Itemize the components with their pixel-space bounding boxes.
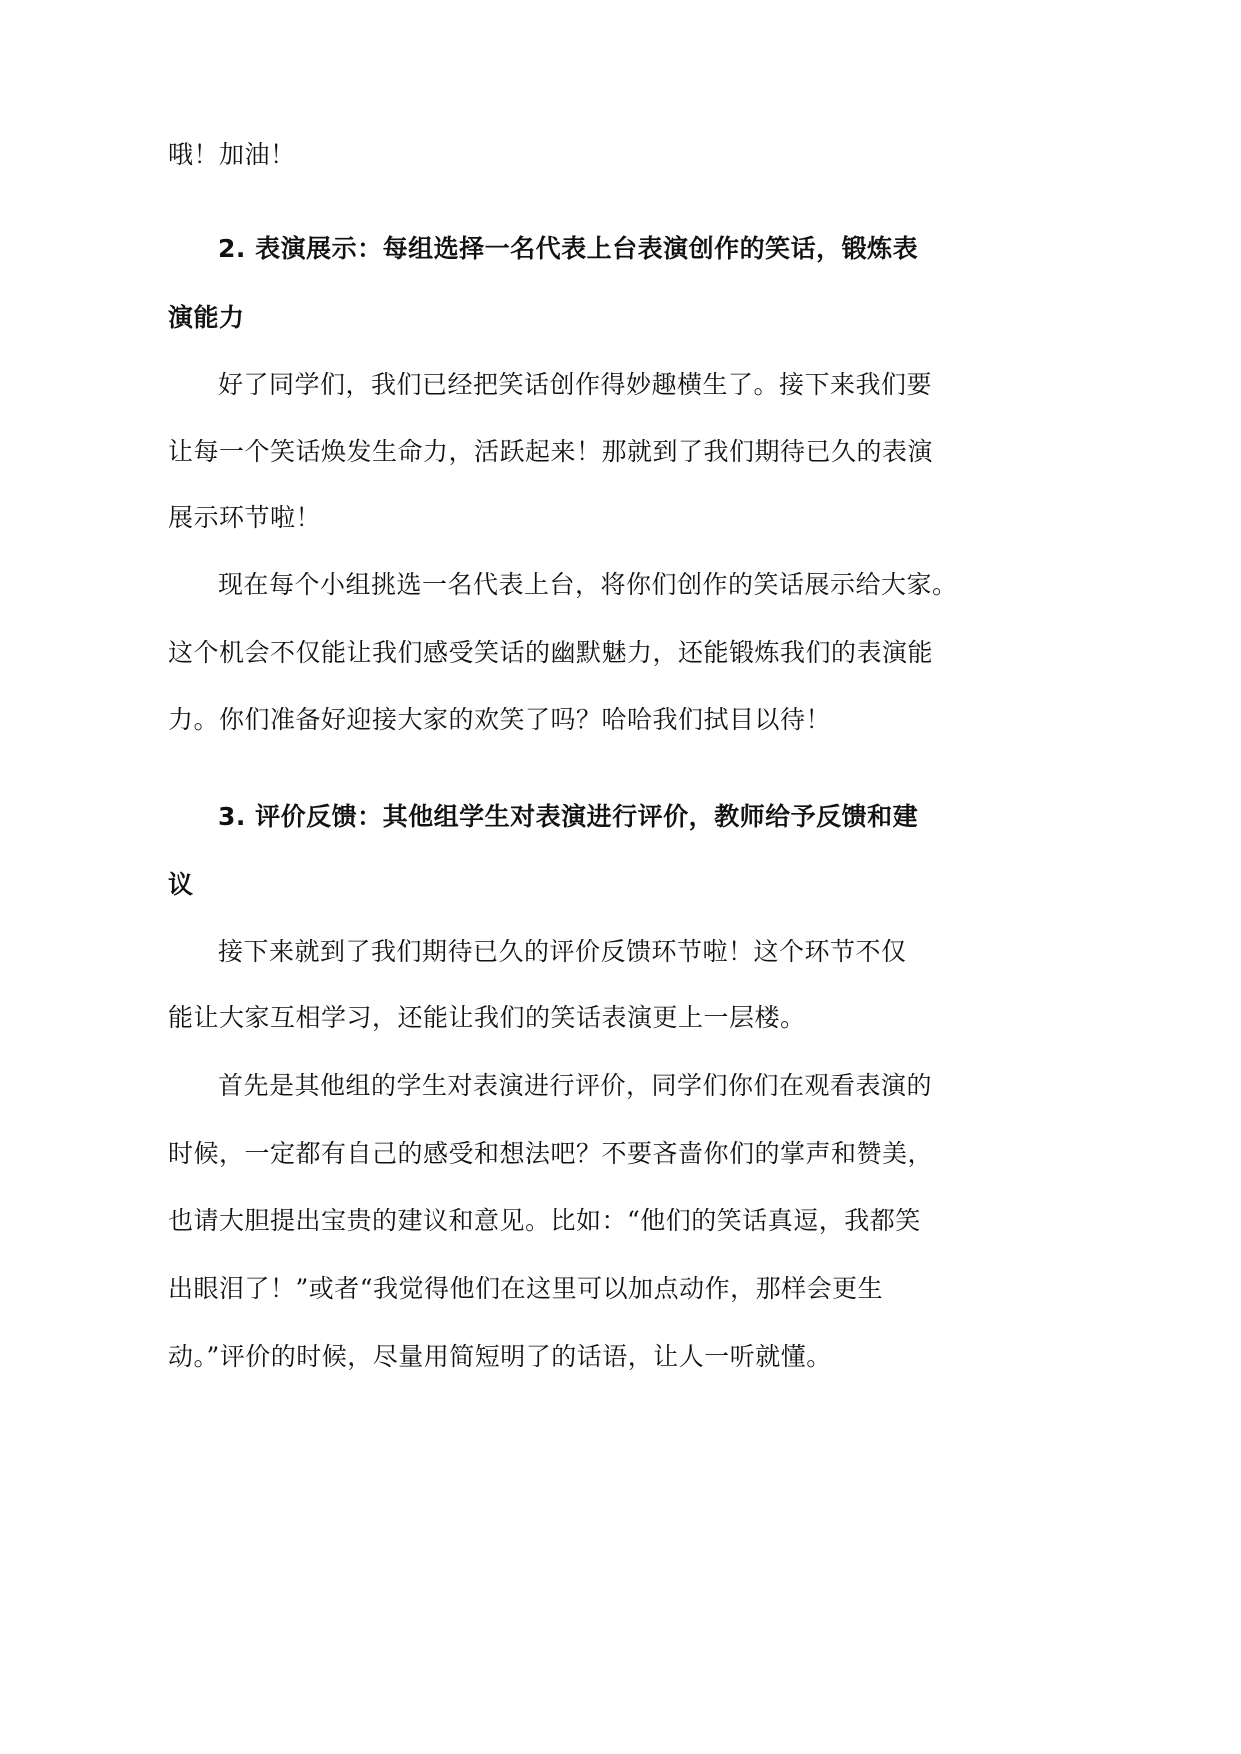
paragraph-line: 接下来就到了我们期待已久的评价反馈环节啦！这个环节不仅: [218, 937, 907, 966]
opening-line: 哦！加油！: [168, 140, 296, 169]
paragraph-line: 能让大家互相学习，还能让我们的笑话表演更上一层楼。: [168, 1003, 806, 1032]
section-2-heading-line-2: 演能力: [168, 303, 245, 332]
paragraph-line: 让每一个笑话焕发生命力，活跃起来！那就到了我们期待已久的表演: [168, 437, 934, 466]
paragraph-line: 时候，一定都有自己的感受和想法吧？不要吝啬你们的掌声和赞美，: [168, 1139, 934, 1168]
paragraph-line: 也请大胆提出宝贵的建议和意见。比如：“他们的笑话真逗，我都笑: [168, 1206, 921, 1235]
section-2-heading-line-1: 2. 表演展示：每组选择一名代表上台表演创作的笑话，锻炼表: [218, 234, 919, 263]
paragraph-line: 首先是其他组的学生对表演进行评价，同学们你们在观看表演的: [218, 1071, 933, 1100]
paragraph-line: 展示环节啦！: [168, 503, 322, 532]
paragraph-line: 力。你们准备好迎接大家的欢笑了吗？哈哈我们拭目以待！: [168, 705, 832, 734]
paragraph-line: 出眼泪了！”或者“我觉得他们在这里可以加点动作，那样会更生: [168, 1274, 884, 1303]
section-3-heading-line-2: 议: [168, 870, 194, 899]
paragraph-line: 动。”评价的时候，尽量用简短明了的话语，让人一听就懂。: [168, 1342, 832, 1371]
paragraph-line: 好了同学们，我们已经把笑话创作得妙趣横生了。接下来我们要: [218, 370, 933, 399]
paragraph-line: 现在每个小组挑选一名代表上台，将你们创作的笑话展示给大家。: [218, 570, 958, 599]
section-3-heading-line-1: 3. 评价反馈：其他组学生对表演进行评价，教师给予反馈和建: [218, 802, 919, 831]
paragraph-line: 这个机会不仅能让我们感受笑话的幽默魅力，还能锻炼我们的表演能: [168, 638, 934, 667]
